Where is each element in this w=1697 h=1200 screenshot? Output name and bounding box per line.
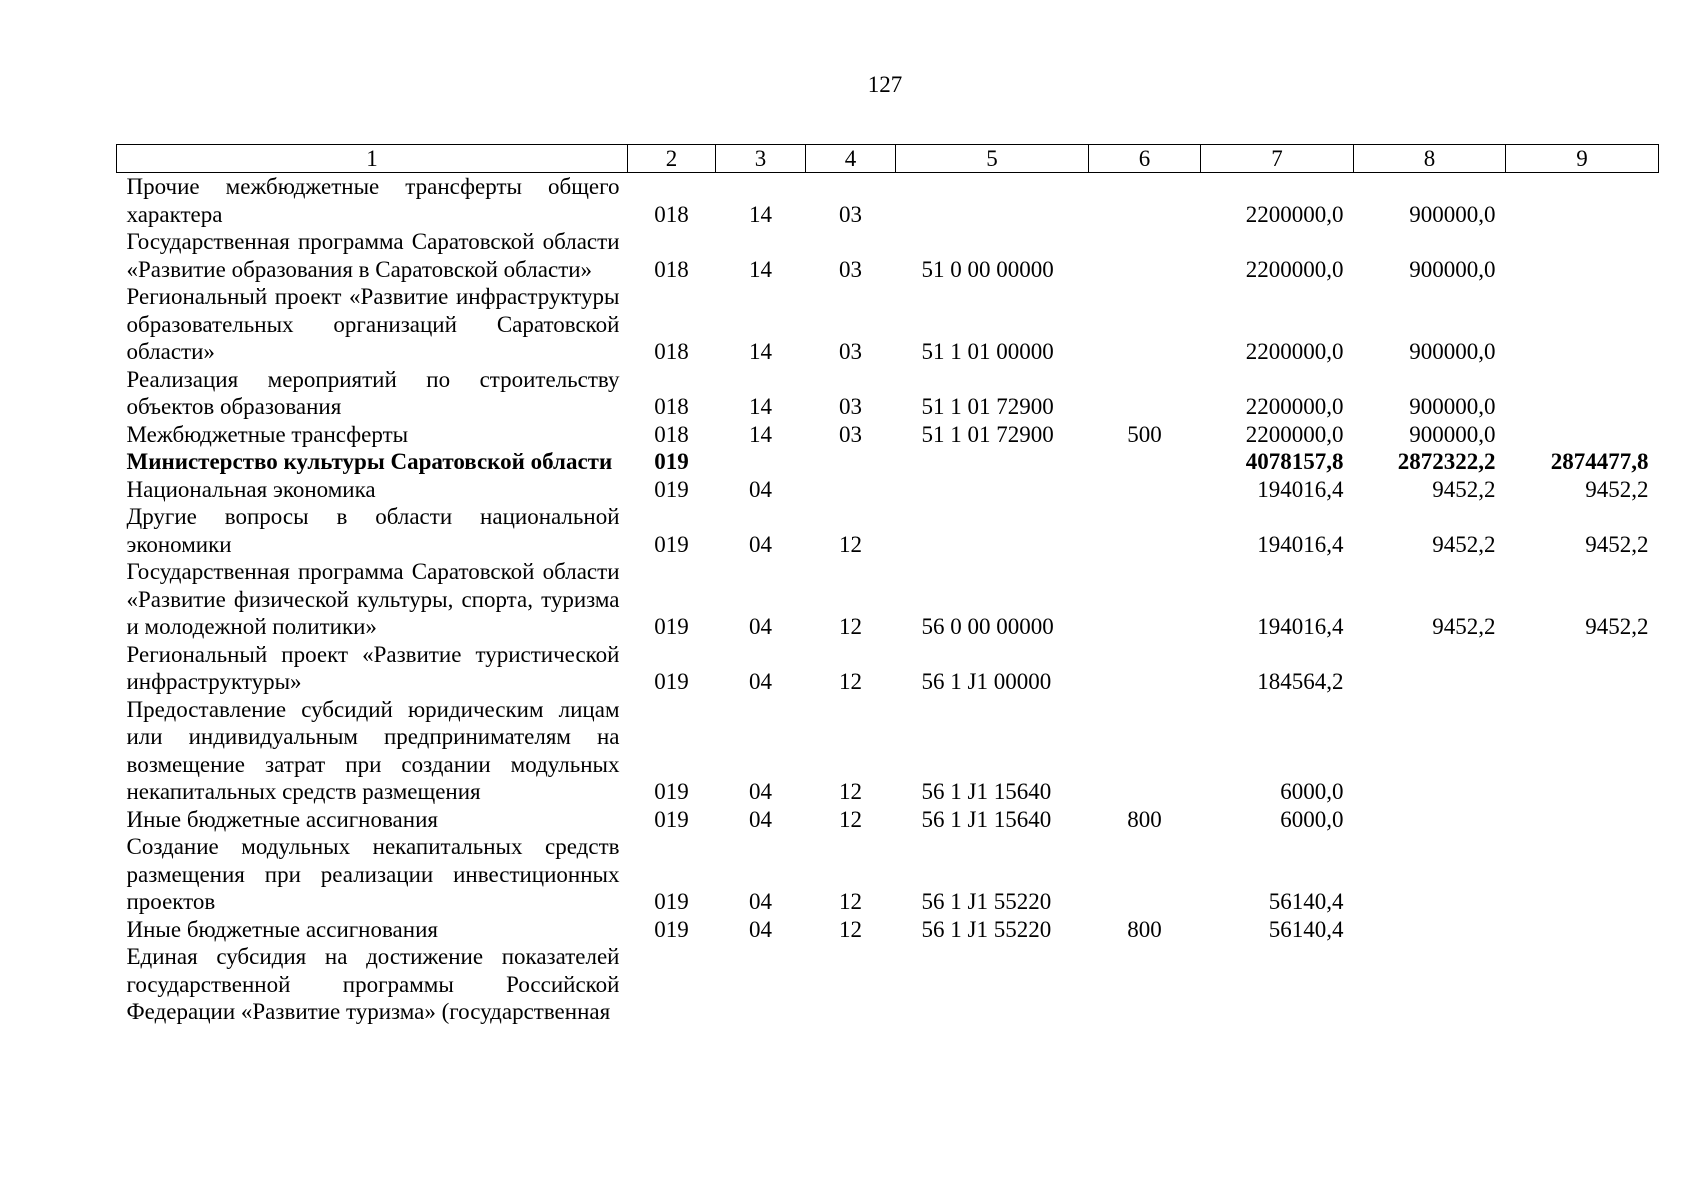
row-name-cell: Региональный проект «Развитие инфраструктуры образовательных организаций Саратовской области» — [126, 284, 620, 364]
row-expense-type-cell — [1089, 696, 1201, 806]
row-name-cell: Создание модульных некапитальных средств размещения при реализации инвестиционных проектов — [126, 834, 620, 914]
row-name-cell: Предоставление субсидий юридическим лицам или индивидуальным предпринимателям на возмещение затрат при создании модульных некапитальных средств размещения — [126, 696, 620, 804]
row-name-cell: Региональный проект «Развитие туристической инфраструктуры» — [126, 641, 620, 694]
table-body — [117, 173, 1659, 1026]
row-expense-type-cell — [1089, 503, 1201, 558]
row-amount-col7-cell: 2200000,0 — [1245, 421, 1344, 447]
row-ministry-code-cell: 019 — [654, 531, 689, 557]
row-amount-col8-cell — [1354, 943, 1506, 1026]
row-target-article-cell: 56 1 J1 00000 — [921, 669, 1052, 694]
row-name-cell: Национальная экономика — [126, 476, 376, 502]
row-subsection-cell: 12 — [839, 889, 862, 914]
row-section-cell: 14 — [749, 256, 772, 282]
row-amount-col8-cell — [1354, 806, 1506, 834]
row-amount-col9-cell — [1506, 833, 1659, 916]
table-row — [117, 503, 1659, 558]
row-amount-col9-cell — [1506, 916, 1659, 944]
row-section-cell: 04 — [749, 531, 772, 557]
row-amount-col9-cell — [1506, 696, 1659, 806]
row-amount-col8-cell: 2872322,2 — [1397, 449, 1496, 474]
row-subsection-cell: 03 — [839, 339, 862, 364]
row-name-cell: Единая субсидия на достижение показателей государственной программы Российской Федерации «Развитие туризма» (государственная — [126, 944, 620, 1024]
table-row — [117, 476, 1659, 504]
row-ministry-code-cell: 019 — [654, 669, 689, 694]
column-header-1: 1 — [117, 145, 628, 173]
row-target-article-cell — [896, 448, 1089, 476]
row-target-article-cell — [896, 943, 1089, 1026]
row-amount-col8-cell: 9452,2 — [1432, 531, 1496, 557]
table-row — [117, 366, 1659, 421]
column-header-2: 2 — [628, 145, 716, 173]
row-subsection-cell: 12 — [839, 614, 862, 639]
row-amount-col8-cell: 900000,0 — [1409, 339, 1496, 364]
row-section-cell: 04 — [749, 476, 772, 502]
row-amount-col7-cell: 4078157,8 — [1245, 449, 1344, 474]
row-section-cell: 14 — [749, 394, 772, 419]
column-header-3: 3 — [716, 145, 806, 173]
row-amount-col7-cell: 56140,4 — [1268, 889, 1344, 914]
row-amount-col7-cell: 184564,2 — [1257, 669, 1344, 694]
row-name-cell: Иные бюджетные ассигнования — [126, 916, 438, 942]
row-subsection-cell: 12 — [839, 916, 862, 942]
row-amount-col8-cell — [1354, 833, 1506, 916]
row-section-cell: 04 — [749, 614, 772, 639]
row-amount-col8-cell: 9452,2 — [1432, 614, 1496, 639]
row-ministry-code-cell: 019 — [654, 614, 689, 639]
row-target-article-cell — [896, 503, 1089, 558]
table-row — [117, 806, 1659, 834]
row-target-article-cell — [896, 476, 1089, 504]
row-section-cell: 04 — [749, 806, 772, 832]
row-name-cell: Прочие межбюджетные трансферты общего характера — [126, 174, 620, 227]
row-name-cell: Министерство культуры Саратовской области — [126, 449, 613, 474]
table-row — [117, 173, 1659, 229]
row-amount-col7-cell: 194016,4 — [1257, 614, 1344, 639]
row-ministry-code-cell: 019 — [654, 806, 689, 832]
row-subsection-cell: 03 — [839, 256, 862, 282]
row-subsection-cell — [806, 943, 896, 1026]
row-target-article-cell — [896, 173, 1089, 229]
row-section-cell: 14 — [749, 421, 772, 447]
row-target-article-cell: 56 1 J1 55220 — [921, 916, 1052, 942]
row-subsection-cell: 03 — [839, 201, 862, 227]
row-amount-col9-cell — [1506, 421, 1659, 449]
row-subsection-cell: 12 — [839, 779, 862, 804]
row-expense-type-cell — [1089, 448, 1201, 476]
row-amount-col9-cell — [1506, 283, 1659, 366]
row-amount-col8-cell — [1354, 641, 1506, 696]
row-subsection-cell — [806, 476, 896, 504]
row-section-cell: 04 — [749, 916, 772, 942]
row-amount-col7-cell: 6000,0 — [1280, 779, 1344, 804]
table-header — [117, 145, 1659, 173]
row-expense-type-cell: 500 — [1127, 421, 1162, 447]
row-target-article-cell: 51 0 00 00000 — [921, 256, 1054, 282]
row-section-cell — [716, 943, 806, 1026]
row-ministry-code-cell: 018 — [654, 339, 689, 364]
column-header-7: 7 — [1201, 145, 1354, 173]
row-expense-type-cell — [1089, 173, 1201, 229]
row-amount-col9-cell — [1506, 806, 1659, 834]
row-target-article-cell: 56 1 J1 15640 — [921, 806, 1052, 832]
row-subsection-cell: 12 — [839, 531, 862, 557]
row-ministry-code-cell: 019 — [654, 476, 689, 502]
row-amount-col7-cell: 2200000,0 — [1245, 339, 1344, 364]
row-amount-col7-cell — [1201, 943, 1354, 1026]
table-row — [117, 943, 1659, 1026]
table-row — [117, 916, 1659, 944]
column-header-8: 8 — [1354, 145, 1506, 173]
row-section-cell: 04 — [749, 889, 772, 914]
budget-table — [116, 144, 1659, 1026]
row-expense-type-cell — [1089, 558, 1201, 641]
table-row — [117, 283, 1659, 366]
row-ministry-code-cell — [628, 943, 716, 1026]
table-row — [117, 421, 1659, 449]
row-target-article-cell: 51 1 01 72900 — [921, 421, 1054, 447]
table-row — [117, 448, 1659, 476]
row-amount-col7-cell: 194016,4 — [1257, 531, 1344, 557]
column-header-6: 6 — [1089, 145, 1201, 173]
row-amount-col7-cell: 2200000,0 — [1245, 201, 1344, 227]
row-expense-type-cell: 800 — [1127, 806, 1162, 832]
row-target-article-cell: 56 0 00 00000 — [921, 614, 1054, 639]
header-row — [117, 145, 1659, 173]
row-target-article-cell: 51 1 01 00000 — [921, 339, 1054, 364]
row-amount-col9-cell — [1506, 173, 1659, 229]
row-amount-col9-cell — [1506, 228, 1659, 283]
row-amount-col8-cell — [1354, 916, 1506, 944]
row-section-cell — [716, 448, 806, 476]
row-amount-col8-cell: 900000,0 — [1409, 201, 1496, 227]
row-amount-col7-cell: 2200000,0 — [1245, 394, 1344, 419]
row-expense-type-cell — [1089, 943, 1201, 1026]
row-section-cell: 14 — [749, 201, 772, 227]
row-ministry-code-cell: 019 — [654, 779, 689, 804]
row-name-cell: Иные бюджетные ассигнования — [126, 806, 438, 832]
row-expense-type-cell: 800 — [1127, 916, 1162, 942]
row-section-cell: 04 — [749, 779, 772, 804]
table-row — [117, 641, 1659, 696]
column-header-4: 4 — [806, 145, 896, 173]
row-target-article-cell: 51 1 01 72900 — [921, 394, 1054, 419]
row-name-cell: Другие вопросы в области национальной экономики — [126, 504, 620, 557]
row-ministry-code-cell: 019 — [654, 889, 689, 914]
row-amount-col7-cell: 194016,4 — [1257, 476, 1344, 502]
row-amount-col8-cell — [1354, 696, 1506, 806]
row-name-cell: Реализация мероприятий по строительству объектов образования — [126, 366, 620, 419]
row-ministry-code-cell: 018 — [654, 256, 689, 282]
row-ministry-code-cell: 018 — [654, 201, 689, 227]
row-name-cell: Государственная программа Саратовской области «Развитие физической культуры, спорта, туризма и молодежной политики» — [126, 559, 620, 639]
row-subsection-cell: 03 — [839, 394, 862, 419]
row-target-article-cell: 56 1 J1 15640 — [921, 779, 1052, 804]
row-section-cell: 14 — [749, 339, 772, 364]
row-amount-col8-cell: 900000,0 — [1409, 256, 1496, 282]
row-name-cell: Межбюджетные трансферты — [126, 421, 409, 447]
row-expense-type-cell — [1089, 641, 1201, 696]
row-subsection-cell: 12 — [839, 806, 862, 832]
column-header-9: 9 — [1506, 145, 1659, 173]
row-subsection-cell — [806, 448, 896, 476]
row-amount-col8-cell: 900000,0 — [1409, 421, 1496, 447]
row-subsection-cell: 03 — [839, 421, 862, 447]
table-row — [117, 833, 1659, 916]
table-row — [117, 558, 1659, 641]
row-name-cell: Государственная программа Саратовской области «Развитие образования в Саратовской области» — [126, 229, 620, 282]
row-expense-type-cell — [1089, 283, 1201, 366]
row-amount-col8-cell: 9452,2 — [1432, 476, 1496, 502]
row-amount-col8-cell: 900000,0 — [1409, 394, 1496, 419]
row-expense-type-cell — [1089, 833, 1201, 916]
table-row — [117, 696, 1659, 806]
row-expense-type-cell — [1089, 366, 1201, 421]
row-amount-col7-cell: 6000,0 — [1280, 806, 1344, 832]
row-amount-col9-cell: 9452,2 — [1585, 614, 1649, 639]
row-expense-type-cell — [1089, 476, 1201, 504]
row-amount-col9-cell — [1506, 943, 1659, 1026]
row-amount-col9-cell: 9452,2 — [1585, 531, 1649, 557]
row-ministry-code-cell: 018 — [654, 394, 689, 419]
row-expense-type-cell — [1089, 228, 1201, 283]
column-header-5: 5 — [896, 145, 1089, 173]
row-amount-col7-cell: 2200000,0 — [1245, 256, 1344, 282]
row-amount-col9-cell — [1506, 641, 1659, 696]
row-section-cell: 04 — [749, 669, 772, 694]
row-ministry-code-cell: 018 — [654, 421, 689, 447]
table-row — [117, 228, 1659, 283]
row-ministry-code-cell: 019 — [654, 449, 689, 474]
row-amount-col7-cell: 56140,4 — [1268, 916, 1344, 942]
row-amount-col9-cell: 2874477,8 — [1550, 449, 1649, 474]
row-subsection-cell: 12 — [839, 669, 862, 694]
page-number: 127 — [867, 72, 903, 97]
row-ministry-code-cell: 019 — [654, 916, 689, 942]
row-amount-col9-cell — [1506, 366, 1659, 421]
row-target-article-cell: 56 1 J1 55220 — [921, 889, 1052, 914]
row-amount-col9-cell: 9452,2 — [1585, 476, 1649, 502]
